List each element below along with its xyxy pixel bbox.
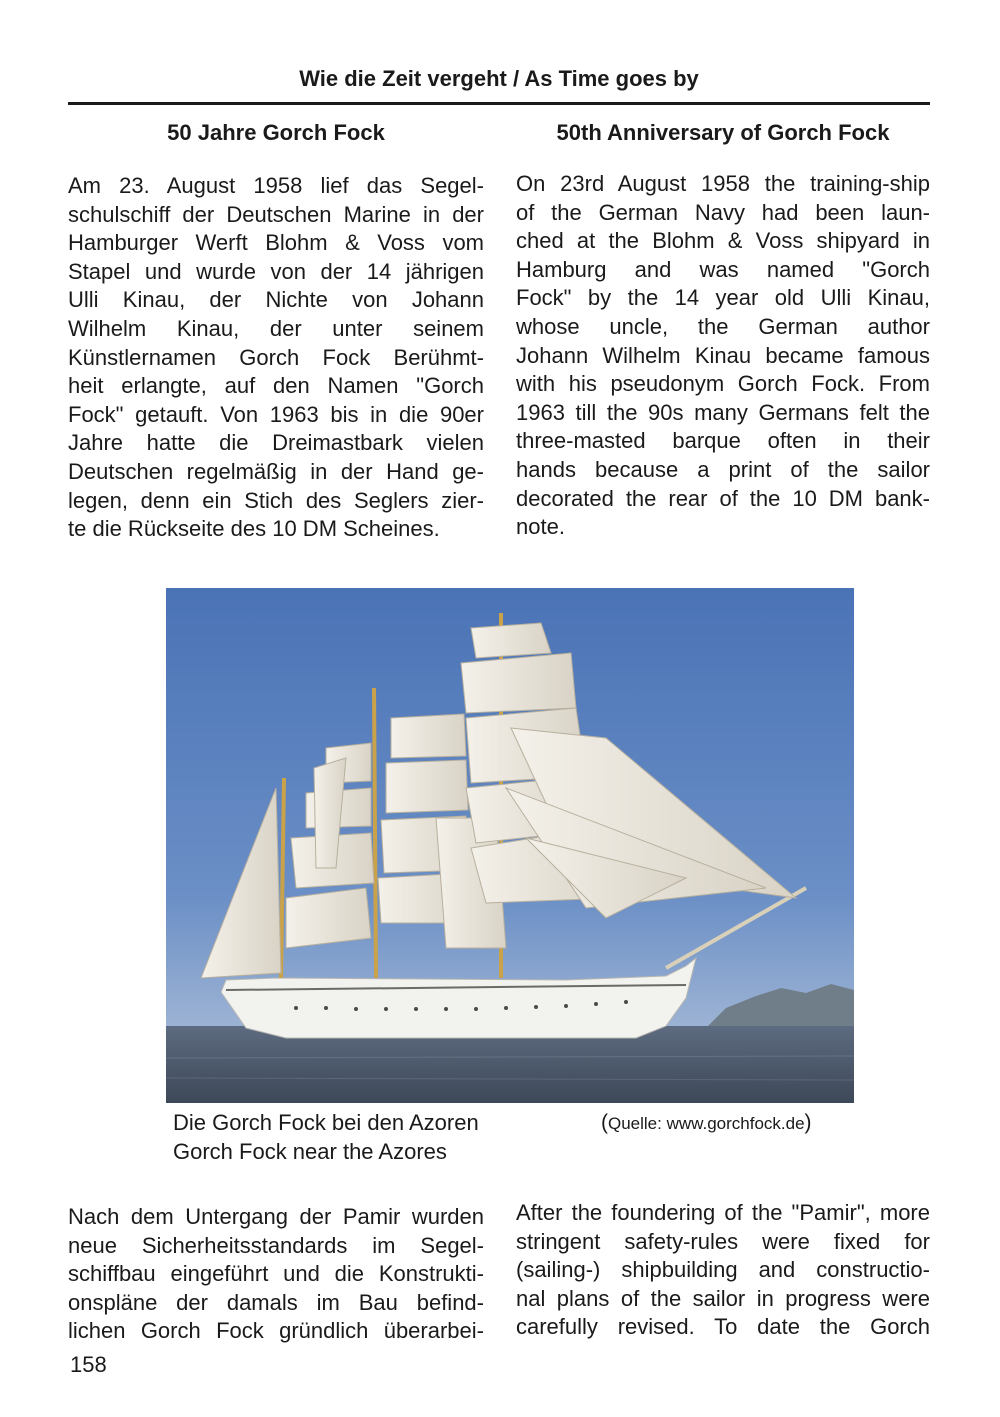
- text-line: Ulli Kinau, der Nichte von Johann: [68, 287, 484, 313]
- source-text: Quelle: www.gorchfock.de: [608, 1114, 805, 1133]
- text-line: ched at the Blohm & Voss shipyard in: [516, 228, 930, 254]
- text-line: of the German Navy had been laun-: [516, 199, 930, 225]
- left-paragraph-2: [68, 1203, 484, 1346]
- text-line: Stapel und wurde von der 14 jährigen: [68, 258, 484, 284]
- text-line: heit erlangte, auf den Namen "Gorch: [68, 373, 484, 399]
- text-line: Fock" getauft. Von 1963 bis in die 90er: [68, 401, 484, 427]
- left-paragraph-1: [68, 172, 484, 544]
- text-line: Nach dem Untergang der Pamir wurden: [68, 1204, 484, 1229]
- header-rule: [68, 102, 930, 105]
- text-line: legen, denn ein Stich des Seglers zier-: [68, 487, 484, 513]
- text-line: onspläne der damals im Bau befind-: [68, 1289, 484, 1315]
- text-line: Hamburg and was named "Gorch: [516, 256, 930, 282]
- text-line: decorated the rear of the 10 DM bank-: [516, 485, 930, 511]
- running-header: Wie die Zeit vergeht / As Time goes by: [299, 66, 699, 91]
- caption-german: Die Gorch Fock bei den Azoren: [173, 1110, 479, 1135]
- text-line: schiffbau eingeführt und die Konstrukti-: [68, 1261, 484, 1287]
- text-line: lichen Gorch Fock gründlich überarbei-: [68, 1318, 484, 1344]
- source-open-paren: (: [601, 1111, 608, 1134]
- ship-photo: [166, 588, 854, 1103]
- text-line: three-masted barque often in their: [516, 428, 930, 454]
- text-line: Künstlernamen Gorch Fock Berühmt-: [68, 344, 484, 370]
- caption-english: Gorch Fock near the Azores: [173, 1139, 447, 1164]
- text-line: stringent safety-rules were fixed for: [516, 1228, 930, 1254]
- page-number: 158: [70, 1352, 107, 1377]
- text-line: neue Sicherheitsstandards im Segel-: [68, 1232, 484, 1258]
- text-line: On 23rd August 1958 the training-ship: [516, 171, 930, 196]
- text-line: carefully revised. To date the Gorch: [516, 1314, 930, 1340]
- text-line: After the foundering of the "Pamir", more: [516, 1200, 930, 1225]
- right-paragraph-1: [516, 170, 930, 542]
- right-paragraph-2: [516, 1199, 930, 1342]
- text-line: (sailing-) shipbuilding and constructio-: [516, 1257, 930, 1283]
- text-line: whose uncle, the German author: [516, 313, 930, 339]
- text-line: note.: [516, 514, 565, 540]
- text-line: Am 23. August 1958 lief das Segel-: [68, 173, 484, 198]
- text-line: hands because a print of the sailor: [516, 456, 930, 482]
- photo-source: [601, 1112, 812, 1135]
- text-line: Jahre hatte die Dreimastbark vielen: [68, 430, 484, 456]
- text-line: Hamburger Werft Blohm & Voss vom: [68, 230, 484, 256]
- text-line: Wilhelm Kinau, der unter seinem: [68, 315, 484, 341]
- right-column-title: 50th Anniversary of Gorch Fock: [556, 120, 890, 145]
- left-column-title: 50 Jahre Gorch Fock: [167, 120, 385, 145]
- text-line: te die Rückseite des 10 DM Scheines.: [68, 516, 440, 542]
- text-line: with his pseudonym Gorch Fock. From: [516, 371, 930, 397]
- text-line: Johann Wilhelm Kinau became famous: [516, 342, 930, 368]
- text-line: 1963 till the 90s many Germans felt the: [516, 399, 930, 425]
- text-line: Deutschen regelmäßig in der Hand ge-: [68, 458, 484, 484]
- text-line: nal plans of the sailor in progress were: [516, 1285, 930, 1311]
- source-close-paren: ): [804, 1111, 812, 1134]
- photo-caption: [173, 1108, 479, 1166]
- text-line: schulschiff der Deutschen Marine in der: [68, 201, 484, 227]
- text-line: Fock" by the 14 year old Ulli Kinau,: [516, 285, 930, 311]
